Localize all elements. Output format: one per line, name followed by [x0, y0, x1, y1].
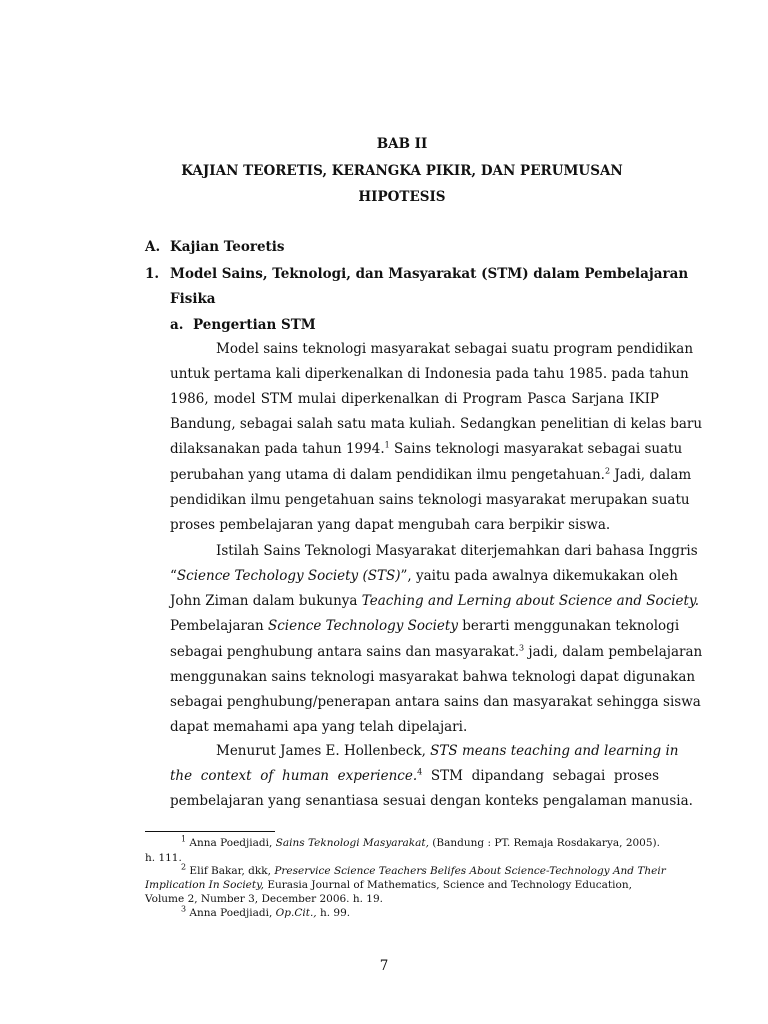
- paragraph3-line: pembelajaran yang senantiasa sesuai dengan konteks pengalaman manusia.: [170, 793, 693, 809]
- paragraph2-line: sebagai penghubung antara sains dan masyarakat.$^3$ jadi, dalam pembelajaran: [170, 643, 703, 660]
- paragraph1-line: dilaksanakan pada tahun 1994.$^1$ Sains teknologi masyarakat sebagai suatu: [170, 440, 683, 457]
- section-1-title-line2: Fisika: [170, 291, 216, 307]
- paragraph1-line: untuk pertama kali diperkenalkan di Indonesia pada tahu 1985. pada tahun: [170, 366, 689, 382]
- subsection-a-title: Pengertian STM: [193, 317, 316, 333]
- footnote-separator: [145, 831, 275, 832]
- footnote-2-cont: Implication In Society, Eurasia Journal of Mathematics, Science and Technology Education,: [145, 879, 632, 891]
- page-number: 7: [379, 958, 389, 974]
- paragraph2-line: sebagai penghubung/penerapan antara sains dan masyarakat sehingga siswa: [170, 694, 701, 710]
- footnote-ref-1: 1: [384, 440, 390, 450]
- paragraph2-line: Istilah Sains Teknologi Masyarakat diterjemahkan dari bahasa Inggris: [216, 543, 698, 559]
- paragraph1-line: pendidikan ilmu pengetahuan sains teknologi masyarakat merupakan suatu: [170, 492, 690, 508]
- paragraph1-line: proses pembelajaran yang dapat mengubah cara berpikir siswa.: [170, 517, 611, 533]
- footnote-3: $^3$ Anna Poedjiadi, Op.Cit., h. 99.: [181, 904, 351, 919]
- paragraph2-line: dapat memahami apa yang telah dipelajari.: [170, 719, 468, 735]
- footnote-2: $^2$ Elif Bakar, dkk, Preservice Science Teachers Belifes About Science-Technology And Their: [181, 862, 666, 877]
- paragraph2-line: Pembelajaran Science Technology Society berarti menggunakan teknologi: [170, 618, 680, 634]
- chapter-title-line1: KAJIAN TEORETIS, KERANGKA PIKIR, DAN PERUMUSAN: [181, 163, 623, 179]
- footnote-2-cont: Volume 2, Number 3, December 2006. h. 19.: [145, 893, 383, 905]
- paragraph2-line: menggunakan sains teknologi masyarakat bahwa teknologi dapat digunakan: [170, 669, 696, 685]
- footnote-ref-2: 2: [604, 466, 611, 476]
- subsection-a-marker: a.: [170, 317, 184, 333]
- paragraph3-line: the context of human experience.$^4$ STM dipandang sebagai proses: [170, 767, 659, 784]
- section-1-title-line1: Model Sains, Teknologi, dan Masyarakat (STM) dalam Pembelajaran: [170, 266, 689, 282]
- chapter-title-line2: HIPOTESIS: [358, 189, 446, 205]
- section-a-marker: A.: [145, 239, 161, 255]
- footnote-1: $^1$ Anna Poedjiadi, Sains Teknologi Masyarakat, (Bandung : PT. Remaja Rosdakarya, 2005).: [181, 834, 660, 849]
- section-1-marker: 1.: [145, 266, 160, 282]
- paragraph1-line: Bandung, sebagai salah satu mata kuliah. Sedangkan penelitian di kelas baru: [170, 416, 703, 432]
- footnote-ref-3: 3: [519, 643, 525, 653]
- chapter-label: BAB II: [376, 136, 428, 152]
- paragraph2-line: John Ziman dalam bukunya Teaching and Lerning about Science and Society.: [170, 593, 700, 609]
- paragraph1-line: perubahan yang utama di dalam pendidikan ilmu pengetahuan.$^2$ Jadi, dalam: [170, 466, 692, 483]
- footnote-1-cont: h. 111.: [145, 852, 182, 864]
- footnote-ref-4: 4: [417, 767, 423, 777]
- paragraph2-line: “Science Techology Society (STS)”, yaitu pada awalnya dikemukakan oleh: [170, 568, 678, 584]
- paragraph1-line: 1986, model STM mulai diperkenalkan di Program Pasca Sarjana IKIP: [170, 391, 659, 407]
- paragraph1-line: Model sains teknologi masyarakat sebagai suatu program pendidikan: [216, 341, 694, 357]
- section-a-title: Kajian Teoretis: [170, 239, 285, 255]
- paragraph3-line: Menurut James E. Hollenbeck, STS means teaching and learning in: [216, 743, 679, 759]
